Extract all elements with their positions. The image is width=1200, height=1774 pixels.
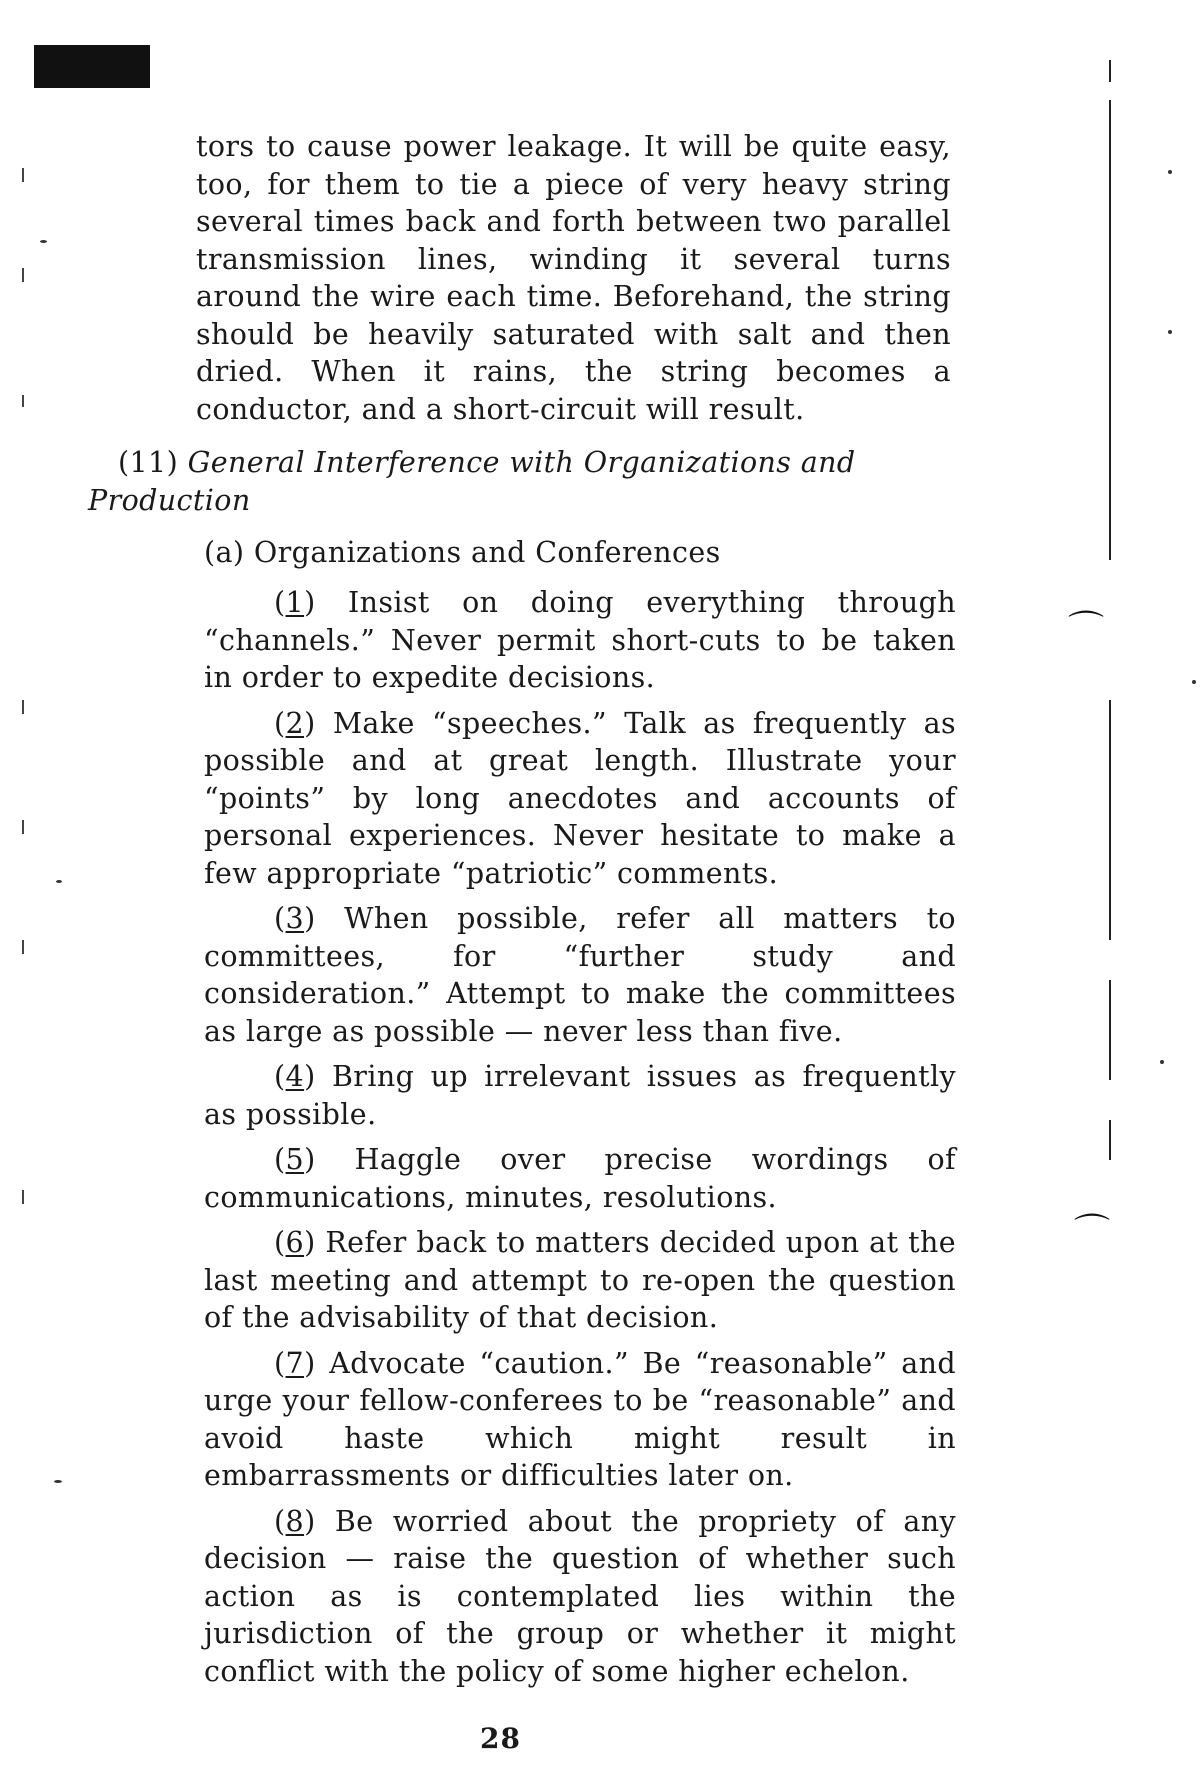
continuation-text: tors to cause power leakage. It will be quite easy, too, for them to tie a piece of very heavy string several times back and forth between two parallel transmission lines, winding it several turns around the wire each time. Beforehand, the string should be heavily saturated with salt and then dried. When it rains, the string becomes a conductor, and a short-circuit will result.: [196, 130, 951, 426]
margin-line: [1109, 100, 1111, 560]
item-marker: (7): [274, 1346, 316, 1380]
scan-artifact-mark: ⌒: [1068, 609, 1105, 650]
item-text: Make “speeches.” Talk as frequently as possible and at great length. Illustrate your “points” by long anecdotes and accounts of personal experiences. Never hesitate to make a few appropriate “patriotic” comments.: [204, 706, 956, 890]
item-marker: (6): [274, 1226, 316, 1259]
scan-speck: [1168, 170, 1172, 174]
item-marker: (2): [274, 706, 316, 740]
item-marker: (1): [274, 586, 316, 619]
scan-speck: [22, 395, 24, 407]
margin-line: [1109, 1120, 1111, 1160]
continuation-paragraph: [196, 128, 951, 428]
item-list: [204, 584, 956, 1698]
scan-speck: [1192, 680, 1196, 684]
list-item: [204, 1345, 956, 1495]
scan-speck: [54, 1480, 62, 1483]
item-text: Haggle over precise wordings of communications, minutes, resolutions.: [204, 1143, 956, 1214]
scan-speck: [40, 240, 47, 243]
margin-line: [1109, 980, 1111, 1080]
margin-line: [1109, 60, 1111, 82]
item-text: Bring up irrelevant issues as frequently as possible.: [204, 1060, 956, 1131]
scan-speck: [1168, 330, 1172, 334]
item-text: Insist on doing everything through “channels.” Never permit short-cuts to be taken in order to expedite decisions.: [204, 586, 956, 694]
scan-speck: [22, 820, 24, 834]
item-marker: (3): [274, 902, 316, 935]
item-text: Refer back to matters decided upon at the last meeting and attempt to re-open the question of the advisability of that decision.: [204, 1226, 956, 1334]
scan-speck: [22, 940, 24, 954]
section-title: General Interference with Organizations and Production: [88, 446, 856, 517]
item-text: When possible, refer all matters to committees, for “further study and consideration.” Attempt to make the committees as large as possible — never less than five.: [204, 902, 956, 1048]
scan-speck: [22, 1190, 24, 1204]
section-number: (11): [118, 446, 179, 479]
scan-speck: [1160, 1060, 1164, 1064]
item-marker: (5): [274, 1143, 316, 1176]
item-marker: (4): [274, 1060, 316, 1093]
section-heading: [88, 444, 951, 519]
list-item: [204, 705, 956, 893]
item-marker: (8): [274, 1504, 316, 1538]
scan-artifact-mark: ⌒: [1074, 1212, 1111, 1253]
item-text: Be worried about the propriety of any decision — raise the question of whether such action as is contemplated lies within the jurisdiction of the group or whether it might conflict with the policy of some higher echelon.: [204, 1504, 956, 1688]
scan-speck: [22, 700, 24, 714]
margin-line: [1109, 700, 1111, 940]
list-item: [204, 1141, 956, 1216]
item-text: Advocate “caution.” Be “reasonable” and urge your fellow-conferees to be “reasonable” and avoid haste which might result in embarrassments or difficulties later on.: [204, 1346, 956, 1492]
scan-speck: [22, 168, 24, 182]
scan-speck: [56, 880, 62, 883]
redaction-block: [34, 45, 150, 88]
page-number: 28: [480, 1722, 521, 1755]
list-item: [204, 900, 956, 1050]
list-item: [204, 1058, 956, 1133]
list-item: [204, 1503, 956, 1691]
list-item: [204, 1224, 956, 1337]
scan-speck: [22, 268, 24, 282]
subsection-heading: (a) Organizations and Conferences: [204, 536, 721, 569]
list-item: [204, 584, 956, 697]
